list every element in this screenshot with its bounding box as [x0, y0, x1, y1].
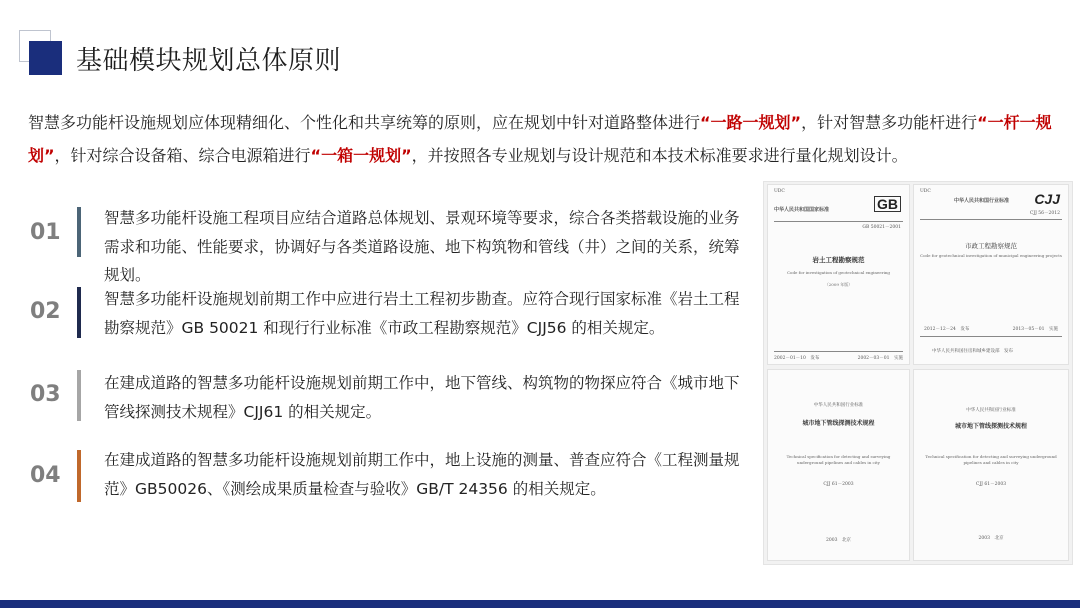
- standards-document-covers: [763, 181, 1073, 565]
- doc-english-title: Technical specification for detecting and surveying underground pipelines and cables in city: [925, 454, 1057, 465]
- item-number: 04: [30, 463, 61, 488]
- doc-issuer: 中华人民共和国行业标准: [813, 403, 864, 408]
- item-accent-bar: [77, 287, 81, 338]
- doc-code: CJJ 61－2003: [823, 482, 854, 487]
- intro-text: ，针对智慧多功能杆进行: [801, 113, 978, 132]
- doc-divider: [774, 351, 903, 352]
- doc-divider: [774, 221, 903, 222]
- doc-code: CJJ 56－2012: [1029, 211, 1060, 216]
- doc-cover-cjj56: [913, 184, 1069, 365]
- intro-text: 智慧多功能杆设施规划应体现精细化、个性化和共享统筹的原则，应在规划中针对道路整体进行: [28, 113, 701, 132]
- item-number: 02: [30, 299, 61, 324]
- intro-text: ，针对综合设备箱、综合电源箱进行: [54, 146, 311, 165]
- item-accent-bar: [77, 207, 81, 257]
- doc-issue-date: 2002－01－10 发布: [774, 356, 820, 361]
- intro-paragraph: [28, 106, 1076, 172]
- doc-english-title: Code for investigation of geotechnical engineering: [787, 270, 890, 275]
- doc-logo-gb: GB: [874, 196, 901, 212]
- doc-cover-cjj61-b: [913, 369, 1069, 561]
- doc-publish-place: 2003 北京: [826, 538, 851, 543]
- doc-edition: （2009 年版）: [824, 282, 853, 287]
- doc-udc-label: UDC: [920, 189, 931, 194]
- item-text: 智慧多功能杆设施工程项目应结合道路总体规划、景观环境等要求，综合各类搭载设施的业务需求和功能、性能要求，协调好与各类道路设施、地下构筑物和管线（井）之间的关系，统筹规划。: [104, 209, 740, 284]
- item-accent-bar: [77, 370, 81, 421]
- doc-issuer: 中华人民共和国行业标准: [954, 198, 1010, 204]
- doc-issue-date: 2012－12－24 发布: [924, 327, 970, 332]
- doc-english-title: Technical specification for detecting and surveying underground pipelines and cables in city: [786, 454, 891, 465]
- doc-issuer: 中华人民共和国国家标准: [774, 207, 830, 213]
- item-number: 01: [30, 220, 61, 245]
- doc-title: 岩土工程勘察规范: [812, 256, 865, 264]
- item-number: 03: [30, 382, 61, 407]
- doc-divider: [920, 336, 1062, 337]
- doc-udc-label: UDC: [774, 189, 785, 194]
- doc-effective-date: 2013－05－01 实施: [1012, 327, 1058, 332]
- doc-cover-cjj61-a: [767, 369, 910, 561]
- doc-title: 城市地下管线探测技术规程: [954, 423, 1027, 430]
- doc-title: 城市地下管线探测技术规程: [802, 420, 875, 427]
- intro-highlight-one-road: “一路一规划”: [700, 113, 802, 132]
- item-accent-bar: [77, 450, 81, 502]
- title-decoration-square: [29, 41, 62, 75]
- doc-publish-place: 2003 北京: [978, 536, 1004, 541]
- doc-publisher: 中华人民共和国住房和城乡建设部 发布: [932, 349, 1013, 354]
- page-title: 基础模块规划总体原则: [76, 46, 342, 76]
- intro-highlight-one-pole: “一杆一规划”: [28, 113, 1052, 165]
- item-text: 在建成道路的智慧多功能杆设施规划前期工作中，地上设施的测量、普查应符合《工程测量规范》GB50026、《测绘成果质量检查与验收》GB/T 24356 的相关规定。: [104, 451, 740, 498]
- doc-issuer: 中华人民共和国行业标准: [966, 408, 1016, 413]
- doc-english-title: Code for geotechnical investigation of municipal engineering projects: [920, 253, 1062, 258]
- doc-code: CJJ 61－2003: [975, 482, 1007, 487]
- item-text: 智慧多功能杆设施规划前期工作中应进行岩土工程初步勘查。应符合现行国家标准《岩土工程勘察规范》GB 50021 和现行行业标准《市政工程勘察规范》CJJ56 的相关规定。: [104, 290, 740, 337]
- item-text: 在建成道路的智慧多功能杆设施规划前期工作中，地下管线、构筑物的物探应符合《城市地下管线探测技术规程》CJJ61 的相关规定。: [104, 374, 740, 421]
- intro-highlight-one-box: “一箱一规划”: [310, 146, 412, 165]
- doc-cover-gb50021: [767, 184, 910, 365]
- intro-text: ，并按照各专业规划与设计规范和本技术标准要求进行量化规划设计。: [411, 146, 908, 165]
- doc-effective-date: 2002－03－01 实施: [857, 356, 903, 361]
- doc-title: 市政工程勘察规范: [965, 242, 1017, 250]
- footer-bar: [0, 600, 1080, 608]
- doc-divider: [920, 219, 1062, 220]
- doc-logo-cjj: CJJ: [1034, 191, 1060, 207]
- doc-code: GB 50021－2001: [862, 225, 901, 230]
